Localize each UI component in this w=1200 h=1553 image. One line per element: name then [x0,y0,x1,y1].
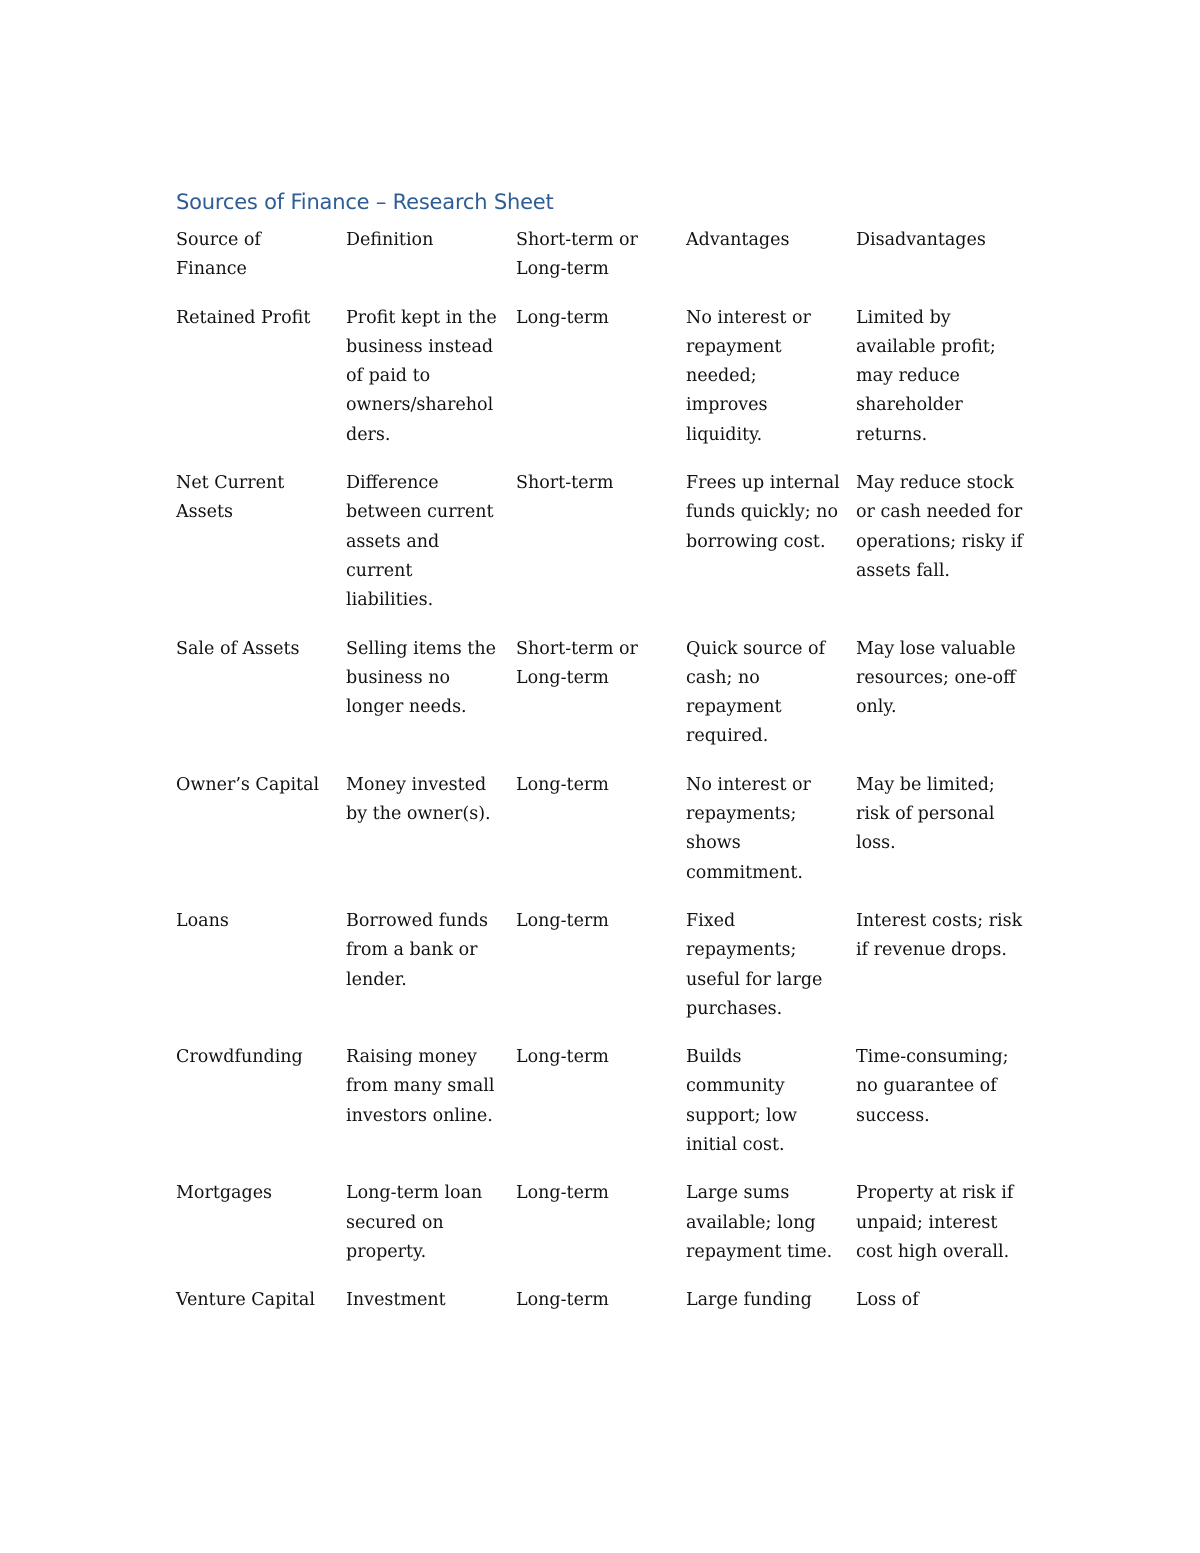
table-cell: Long-term [516,1183,609,1204]
table-cell: Loss of [856,1290,919,1311]
table-cell: Frees up internal funds quickly; no borrowing cost. [686,473,840,552]
table-cell: No interest or repayments; shows commitment. [686,774,811,883]
table-cell: Owner’s Capital [176,774,320,795]
table-cell: Long-term [516,307,609,328]
table-row [176,771,1026,907]
header-cell: Disadvantages [856,230,986,250]
table-cell: Raising money from many small investors online. [346,1047,495,1126]
table-cell: Profit kept in the business instead of paid to owners/shareholders. [346,307,497,445]
table-cell: Money invested by the owner(s). [346,774,491,825]
table-cell: Loans [176,910,229,931]
table-cell: Crowdfunding [176,1047,303,1068]
table-cell: May reduce stock or cash needed for operations; risky if assets fall. [856,473,1023,581]
table-cell: Long-term [516,774,609,795]
table-cell: Borrowed funds from a bank or lender. [346,910,488,990]
table-cell: Long-term [516,1290,609,1311]
table-row [176,469,1026,634]
table-cell: Fixed repayments; useful for large purchases. [686,910,823,1019]
table-cell: Mortgages [176,1183,273,1204]
table-row [176,907,1026,1043]
table-cell: Retained Profit [176,307,311,328]
table-row [176,304,1026,469]
table-row [176,1286,1026,1315]
table-cell: Interest costs; risk if revenue drops. [856,910,1023,961]
header-cell: Short-term or Long-term [516,230,638,280]
table-cell: Short-term [516,473,614,494]
header-cell: Advantages [686,230,790,250]
table-row [176,1043,1026,1179]
table-cell: Venture Capital [176,1290,315,1311]
table-cell: Large sums available; long repayment time. [686,1183,833,1262]
header-cell: Source of Finance [176,230,261,280]
table-cell: Difference between current assets and current liabilities. [346,473,494,611]
table-row [176,1179,1026,1286]
header-cell: Definition [346,230,434,250]
table-cell: Limited by available profit; may reduce shareholder returns. [856,307,996,445]
table-row [176,635,1026,771]
table-cell: May be limited; risk of personal loss. [856,774,995,854]
table-cell: Short-term or Long-term [516,638,638,688]
table-cell: Investment [346,1290,446,1311]
page-title: Sources of Finance – Research Sheet [176,190,554,214]
table-header-row [176,226,1026,304]
table-cell: Builds community support; low initial cost. [686,1047,798,1156]
table-cell: Long-term loan secured on property. [346,1183,483,1262]
table-cell: Property at risk if unpaid; interest cost high overall. [856,1183,1014,1262]
table-cell: Time-consuming; no guarantee of success. [856,1047,1009,1126]
table-cell: May lose valuable resources; one-off only. [856,638,1016,718]
table-cell: Large funding [686,1290,812,1311]
table-cell: No interest or repayment needed; improves liquidity. [686,307,811,445]
table-cell: Long-term [516,1047,609,1068]
finance-table [176,226,1026,1316]
table-cell: Net Current Assets [176,473,285,523]
table-cell: Long-term [516,910,609,931]
table-cell: Quick source of cash; no repayment required. [686,638,826,747]
table-cell: Sale of Assets [176,638,300,659]
table-cell: Selling items the business no longer needs. [346,638,496,718]
